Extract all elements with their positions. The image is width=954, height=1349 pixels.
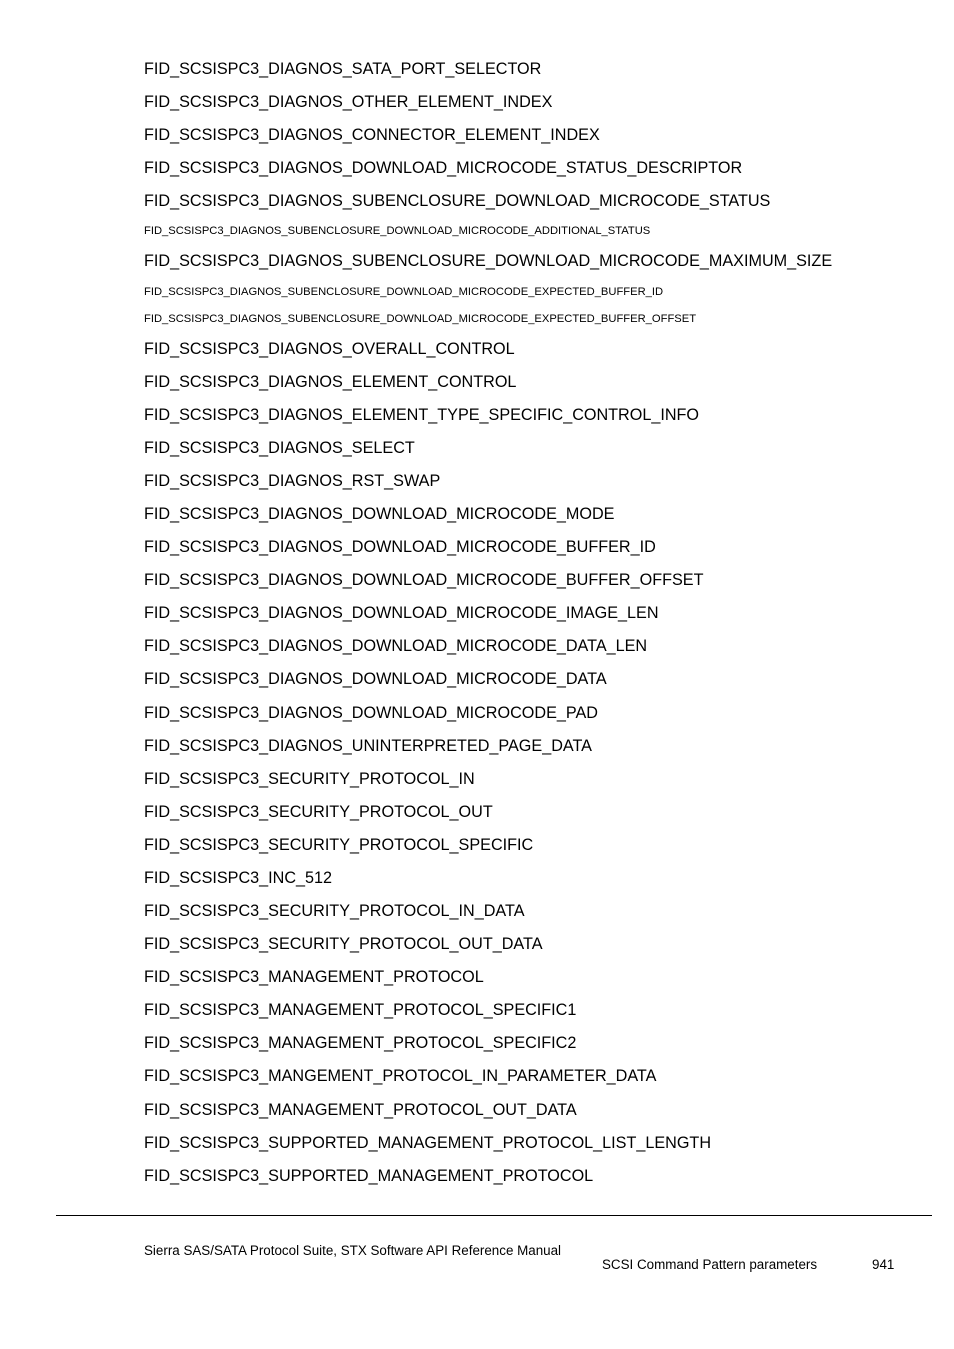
- parameter-entry: FID_SCSISPC3_DIAGNOS_SUBENCLOSURE_DOWNLOAD_MICROCODE_MAXIMUM_SIZE: [144, 252, 833, 270]
- parameter-entry: FID_SCSISPC3_DIAGNOS_DOWNLOAD_MICROCODE_DATA_LEN: [144, 637, 648, 655]
- parameter-entry: FID_SCSISPC3_DIAGNOS_ELEMENT_TYPE_SPECIFIC_CONTROL_INFO: [144, 406, 700, 424]
- parameter-entry: FID_SCSISPC3_MANGEMENT_PROTOCOL_IN_PARAMETER_DATA: [144, 1067, 657, 1085]
- footer-rule: [56, 1215, 932, 1216]
- parameter-entry: FID_SCSISPC3_SUPPORTED_MANAGEMENT_PROTOCOL_LIST_LENGTH: [144, 1134, 712, 1152]
- parameter-entry: FID_SCSISPC3_INC_512: [144, 869, 333, 887]
- parameter-entry: FID_SCSISPC3_DIAGNOS_OTHER_ELEMENT_INDEX: [144, 93, 553, 111]
- parameter-entry: FID_SCSISPC3_DIAGNOS_SUBENCLOSURE_DOWNLOAD_MICROCODE_STATUS: [144, 192, 771, 210]
- parameter-entry: FID_SCSISPC3_SECURITY_PROTOCOL_OUT_DATA: [144, 935, 543, 953]
- parameter-entry: FID_SCSISPC3_DIAGNOS_DOWNLOAD_MICROCODE_BUFFER_ID: [144, 538, 656, 556]
- parameter-entry: FID_SCSISPC3_DIAGNOS_SUBENCLOSURE_DOWNLOAD_MICROCODE_EXPECTED_BUFFER_ID: [144, 286, 664, 298]
- parameter-entry: FID_SCSISPC3_DIAGNOS_DOWNLOAD_MICROCODE_STATUS_DESCRIPTOR: [144, 159, 743, 177]
- parameter-entry: FID_SCSISPC3_DIAGNOS_DOWNLOAD_MICROCODE_BUFFER_OFFSET: [144, 571, 704, 589]
- parameter-entry: FID_SCSISPC3_MANAGEMENT_PROTOCOL: [144, 968, 484, 986]
- parameter-entry: FID_SCSISPC3_SECURITY_PROTOCOL_IN: [144, 770, 475, 788]
- parameter-entry: FID_SCSISPC3_SUPPORTED_MANAGEMENT_PROTOCOL: [144, 1167, 594, 1185]
- parameter-entry: FID_SCSISPC3_DIAGNOS_DOWNLOAD_MICROCODE_IMAGE_LEN: [144, 604, 659, 622]
- parameter-entry: FID_SCSISPC3_SECURITY_PROTOCOL_IN_DATA: [144, 902, 525, 920]
- footer-page-number: 941: [872, 1257, 895, 1272]
- parameter-entry: FID_SCSISPC3_DIAGNOS_DOWNLOAD_MICROCODE_PAD: [144, 704, 598, 722]
- parameter-entry: FID_SCSISPC3_MANAGEMENT_PROTOCOL_SPECIFIC2: [144, 1034, 577, 1052]
- parameter-entry: FID_SCSISPC3_DIAGNOS_RST_SWAP: [144, 472, 441, 490]
- parameter-entry: FID_SCSISPC3_MANAGEMENT_PROTOCOL_SPECIFIC1: [144, 1001, 577, 1019]
- parameter-entry: FID_SCSISPC3_DIAGNOS_SUBENCLOSURE_DOWNLOAD_MICROCODE_EXPECTED_BUFFER_OFFSET: [144, 313, 697, 325]
- parameter-entry: FID_SCSISPC3_DIAGNOS_ELEMENT_CONTROL: [144, 373, 517, 391]
- parameter-entry: FID_SCSISPC3_MANAGEMENT_PROTOCOL_OUT_DATA: [144, 1101, 577, 1119]
- parameter-entry: FID_SCSISPC3_DIAGNOS_OVERALL_CONTROL: [144, 340, 515, 358]
- parameter-entry: FID_SCSISPC3_DIAGNOS_CONNECTOR_ELEMENT_INDEX: [144, 126, 600, 144]
- footer-manual-title: Sierra SAS/SATA Protocol Suite, STX Software API Reference Manual: [144, 1243, 562, 1258]
- parameter-entry: FID_SCSISPC3_DIAGNOS_DOWNLOAD_MICROCODE_MODE: [144, 505, 615, 523]
- parameter-entry: FID_SCSISPC3_DIAGNOS_UNINTERPRETED_PAGE_DATA: [144, 737, 592, 755]
- parameter-entry: FID_SCSISPC3_DIAGNOS_SELECT: [144, 439, 415, 457]
- parameter-entry: FID_SCSISPC3_DIAGNOS_DOWNLOAD_MICROCODE_DATA: [144, 670, 607, 688]
- parameter-entry: FID_SCSISPC3_DIAGNOS_SATA_PORT_SELECTOR: [144, 60, 542, 78]
- parameter-entry: FID_SCSISPC3_DIAGNOS_SUBENCLOSURE_DOWNLOAD_MICROCODE_ADDITIONAL_STATUS: [144, 225, 651, 237]
- parameter-entry: FID_SCSISPC3_SECURITY_PROTOCOL_SPECIFIC: [144, 836, 534, 854]
- parameter-entry: FID_SCSISPC3_SECURITY_PROTOCOL_OUT: [144, 803, 493, 821]
- footer-section-name: SCSI Command Pattern parameters: [602, 1257, 818, 1272]
